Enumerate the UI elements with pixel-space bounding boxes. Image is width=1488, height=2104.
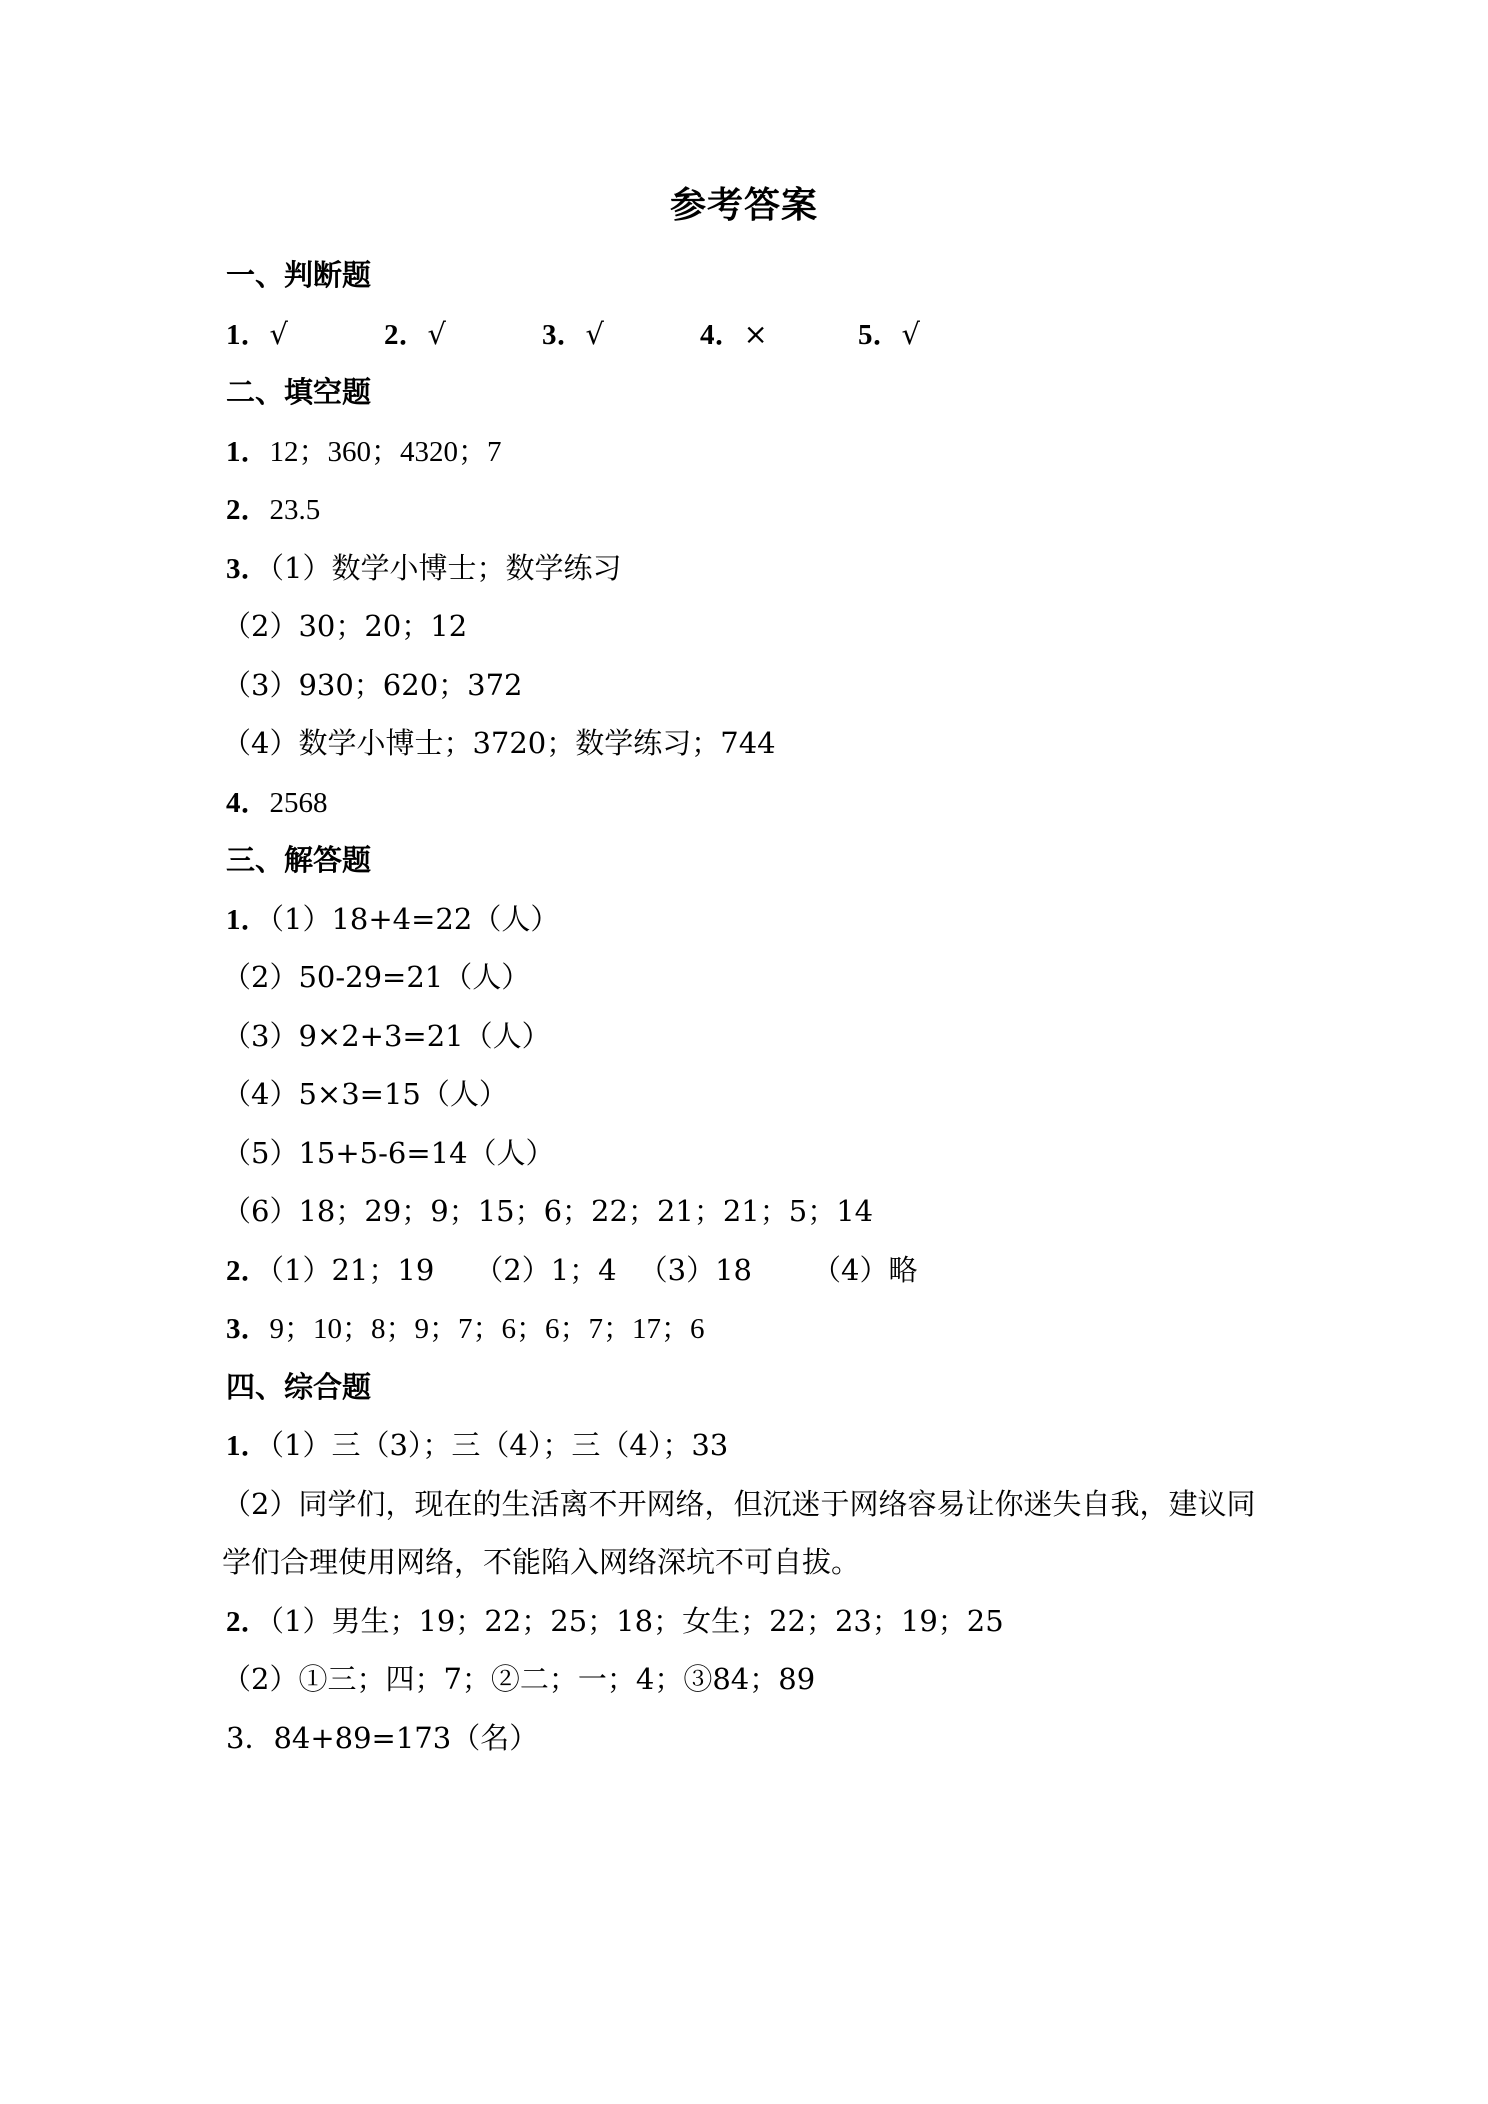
judgement-item-1: 1．√ <box>226 316 288 351</box>
fill-in-q3-part3: （3）930；620；372 <box>222 667 523 702</box>
comprehensive-q2: 2．（1）男生；19；22；25；18；女生；22；23；19；25 <box>226 1603 1004 1638</box>
solution-q3: 3．9；10；8；9；7；6；6；7；17；6 <box>226 1313 705 1345</box>
solution-q1-part3: （3）9×2+3=21（人） <box>222 1018 551 1053</box>
solution-q1-part5: （5）15+5-6=14（人） <box>222 1135 555 1170</box>
comprehensive-q3: 3．84+89=173（名） <box>226 1720 539 1755</box>
solution-q1: 1．（1）18+4=22（人） <box>226 901 560 936</box>
solution-q1-part2: （2）50-29=21（人） <box>222 960 531 994</box>
comprehensive-q1-part2: （2）同学们，现在的生活离不开网络，但沉迷于网络容易让你迷失自我，建议同学们合理使用网络，不能陷入网络深坑不可自拔。 <box>222 1486 1256 1579</box>
section-heading-fill-in: 二、填空题 <box>226 375 372 409</box>
answer-content <box>222 246 1276 1767</box>
comprehensive-q1: 1．（1）三（3）；三（4）；三（4）；33 <box>226 1428 729 1462</box>
section-heading-solutions: 三、解答题 <box>226 843 372 877</box>
fill-in-q3-part4: （4）数学小博士；3720；数学练习；744 <box>222 726 776 760</box>
page-title: 参考答案 <box>669 184 818 226</box>
judgement-item-3: 3．√ <box>542 316 604 351</box>
section-heading-judgement: 一、判断题 <box>226 258 372 292</box>
fill-in-q4: 4．2568 <box>226 786 328 819</box>
judgement-item-5: 5．√ <box>858 316 920 351</box>
solution-q1-part6: （6）18；29；9；15；6；22；21；21；5；14 <box>222 1194 874 1228</box>
fill-in-q1: 1．12；360；4320；7 <box>226 435 502 468</box>
fill-in-q3: 3．（1）数学小博士；数学练习 <box>226 550 622 585</box>
judgement-answers <box>226 305 1276 364</box>
fill-in-q3-part2: （2）30；20；12 <box>222 609 468 643</box>
comprehensive-q2-part2: （2）①三；四；7；②二；一；4；③84；89 <box>222 1662 816 1696</box>
solution-q1-part4: （4）5×3=15（人） <box>222 1077 508 1111</box>
judgement-item-2: 2．√ <box>384 316 446 351</box>
solution-q2: 2．（1）21；19 （2）1；4 （3）18 （4）略 <box>226 1252 918 1287</box>
judgement-item-4: 4．× <box>700 316 768 351</box>
section-heading-comprehensive: 四、综合题 <box>226 1369 372 1404</box>
fill-in-q2: 2．23.5 <box>226 494 321 526</box>
